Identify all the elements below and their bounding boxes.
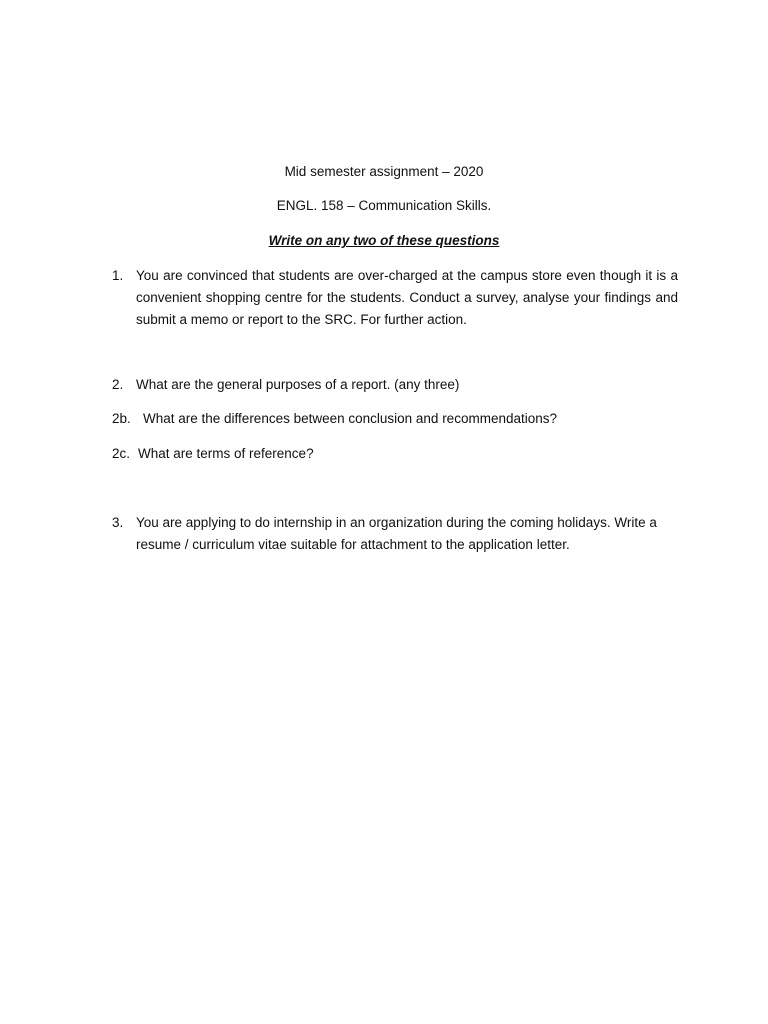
assignment-title: Mid semester assignment – 2020 bbox=[284, 164, 484, 179]
question-number: 2. bbox=[112, 377, 124, 392]
question-2b bbox=[112, 408, 678, 430]
course-name: ENGL. 158 – Communication Skills. bbox=[276, 198, 492, 213]
question-2c bbox=[112, 443, 678, 465]
question-number: 2c. bbox=[112, 446, 131, 461]
question-number: 3. bbox=[112, 515, 124, 530]
question-number: 1. bbox=[112, 268, 124, 283]
instruction-heading: Write on any two of these questions bbox=[268, 233, 500, 248]
question-2 bbox=[112, 374, 678, 396]
question-text: What are the general purposes of a report. (any three) bbox=[136, 377, 460, 392]
question-3 bbox=[112, 512, 678, 556]
question-text: What are terms of reference? bbox=[138, 446, 314, 461]
question-1 bbox=[112, 265, 678, 331]
question-text: You are applying to do internship in an organization during the coming holidays. Write a resume / curriculum vitae suitable for attachment to the application letter. bbox=[136, 515, 657, 552]
question-text: What are the differences between conclusion and recommendations? bbox=[143, 411, 557, 426]
question-text: You are convinced that students are over-charged at the campus store even though it is a convenient shopping centre for the students. Conduct a survey, analyse your findings and submit a memo or report to the SRC. For further action. bbox=[136, 268, 678, 327]
question-number: 2b. bbox=[112, 411, 131, 426]
